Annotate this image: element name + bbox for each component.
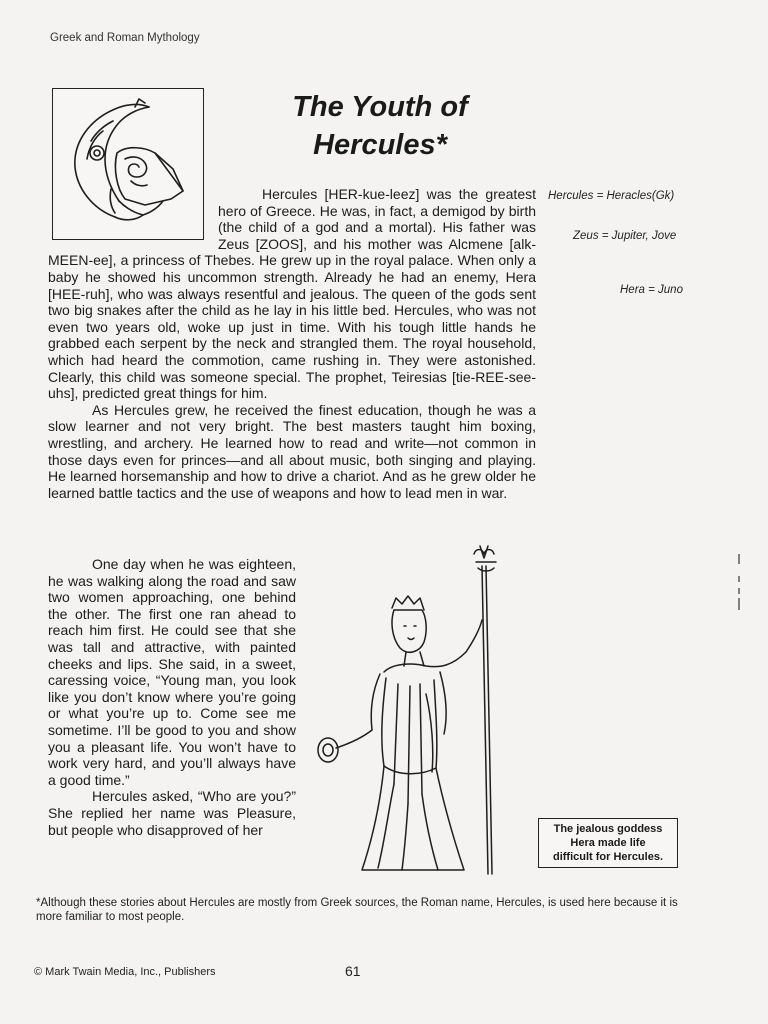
caption-line-3: difficult for Hercules. [552, 851, 664, 863]
running-header: Greek and Roman Mythology [50, 32, 200, 44]
title-line-2: Hercules* [313, 129, 447, 161]
caption-line-2: Hera made life [570, 837, 646, 849]
figure-caption [538, 818, 678, 868]
paragraph-1: Hercules [HER-kue-leez] was the greatest hero of Greece. He was, in fact, a demigod by birth (the child of a god and a mortal). His father was Zeus [ZOOS], and his mother was Alcmene [alk-MEEN-ee], a princess of Thebes. He grew up in the royal palace. When only a baby he showed his uncommon strength. Already he had an enemy, Hera [HEE-ruh], who was always resentful and jealous. The queen of the gods sent two big snakes after the child as he lay in his little bed. Hercules, who was not even two years old, woke up just in time. With his tough little hands he grabbed each serpent by the neck and strangled them. The royal household, which had heard the commotion, came rushing in. They were astonished. Clearly, this child was someone special. The prophet, Teiresias [tie-REE-see-uhs], predicted great things for him. [48, 186, 536, 402]
margin-note-zeus: Zeus = Jupiter, Jove [573, 230, 677, 242]
emblem-wrap-space [48, 186, 218, 252]
paragraph-4: Hercules asked, “Who are you?” She replied her name was Pleasure, but people who disapproved of her [48, 788, 296, 838]
footnote: *Although these stories about Hercules are mostly from Greek sources, the Roman name, Hercules, is used here because it is more familiar to most people. [36, 897, 678, 923]
paragraph-3: One day when he was eighteen, he was walking along the road and saw two women approaching, one behind the other. The first one ran ahead to reach him first. He could see that she was tall and attractive, with painted cheeks and lips. She said, in a sweet, caressing voice, “Young man, you look like you don’t know where you’re going or what you’re up to. Come see me sometime. I’ll be good to you and show you a pleasant life. You won’t have to work very hard, and you’ll always have a good time.” [48, 556, 296, 788]
page-title [250, 88, 510, 164]
margin-note-hera: Hera = Juno [620, 284, 683, 296]
title-line-1: The Youth of [292, 91, 468, 123]
article-upper-text [48, 186, 536, 501]
scan-artifact-marks [736, 552, 742, 612]
paragraph-2: As Hercules grew, he received the finest education, though he was a slow learner and not very bright. The best masters taught him boxing, wrestling, and archery. He learned how to read and write—not common in those days even for princes—and all about music, both singing and playing. He learned horsemanship and how to drive a chariot. And as he grew older he learned battle tactics and the use of weapons and how to lead men in war. [48, 401, 536, 501]
article-lower-text [48, 556, 296, 838]
publisher-credit: © Mark Twain Media, Inc., Publishers [34, 966, 216, 978]
hera-goddess-illustration [314, 544, 514, 884]
page-number: 61 [345, 963, 361, 979]
margin-note-hercules: Hercules = Heracles(Gk) [548, 190, 675, 202]
caption-line-1: The jealous goddess [553, 823, 663, 835]
